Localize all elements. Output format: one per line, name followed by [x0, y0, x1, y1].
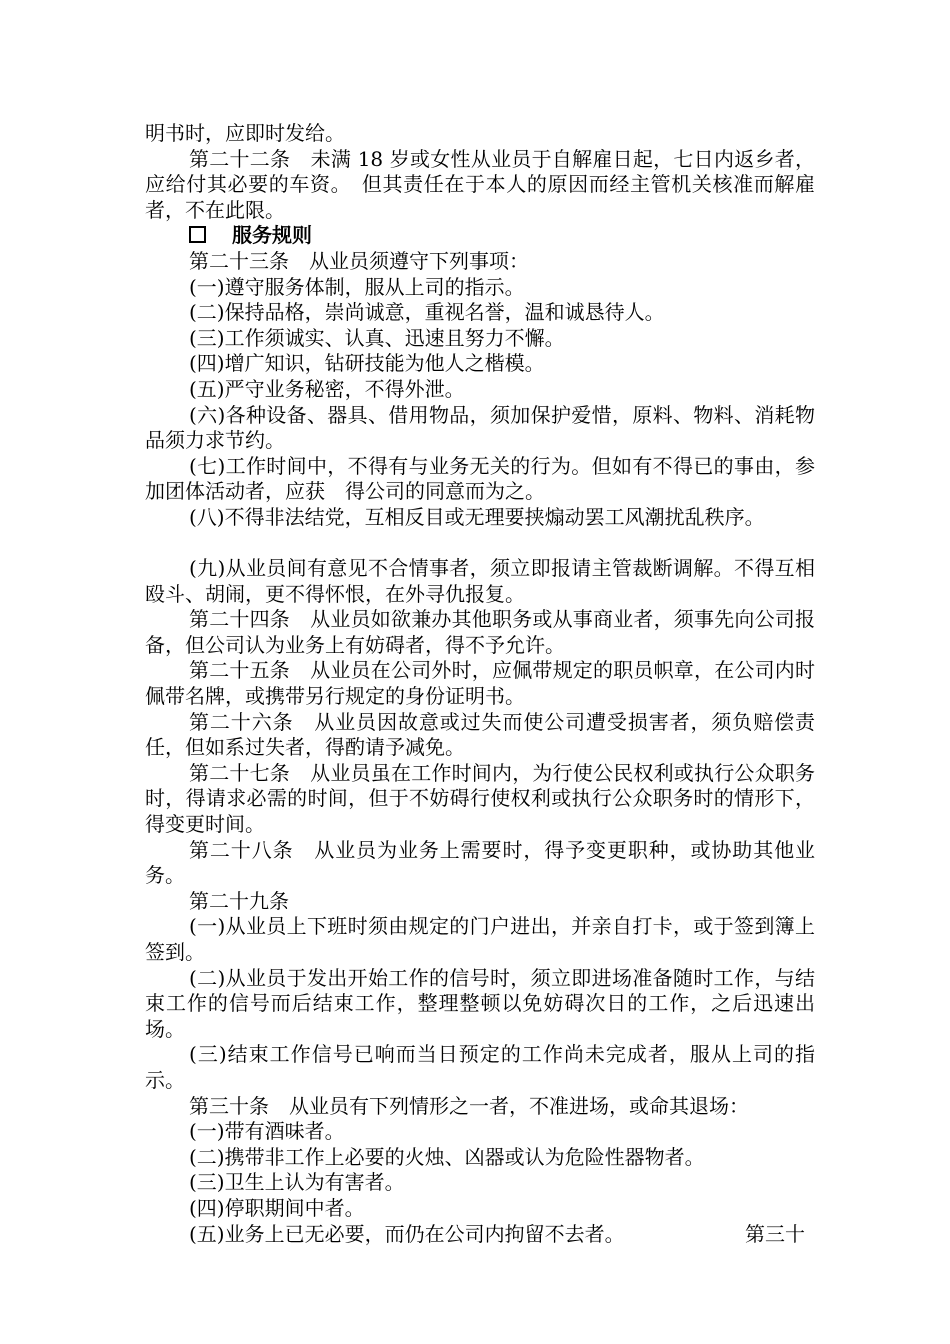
list-item: (三)结束工作信号已响而当日预定的工作尚未完成者，服从上司的指示。	[145, 1042, 815, 1092]
article-30: 第三十条 从业员有下列情形之一者，不准进场，或命其退场：	[189, 1093, 749, 1118]
list-item: (一)从业员上下班时须由规定的门户进出，并亲自打卡，或于签到簿上签到。	[145, 914, 815, 964]
list-item: (三)卫生上认为有害者。	[189, 1170, 405, 1195]
list-item: (九)从业员间有意见不合情事者，须立即报请主管裁断调解。不得互相殴斗、胡闹，更不得怀恨，在外寻仇报复。	[145, 556, 815, 606]
article-25: 第二十五条 从业员在公司外时，应佩带规定的职员帜章，在公司内时佩带名牌，或携带另行规定的身份证明书。	[145, 658, 815, 709]
article-27: 第二十七条 从业员虽在工作时间内，为行使公民权利或执行公众职务时，得请求必需的时间，但于不妨碍行使权利或执行公众职务时的情形下，得变更时间。	[145, 760, 815, 837]
section-heading	[145, 223, 815, 249]
paragraph: 明书时，应即时发给。	[145, 121, 345, 145]
list-item: (一)遵守服务体制，服从上司的指示。	[189, 274, 525, 299]
article-23: 第二十三条 从业员须遵守下列事项：	[189, 248, 529, 273]
list-item: (二)从业员于发出开始工作的信号时，须立即进场准备随时工作，与结束工作的信号而后结束工作，整理整顿以免妨碍次日的工作，之后迅速出场。	[145, 965, 815, 1041]
blank-line	[145, 531, 815, 557]
list-item: (六)各种设备、器具、借用物品，须加保护爱惜，原料、物料、消耗物品须力求节约。	[145, 402, 815, 453]
list-item-text: (五)业务上已无必要，而仍在公司内拘留不去者。	[189, 1221, 625, 1246]
list-item: (五)严守业务秘密，不得外泄。	[189, 376, 465, 401]
article-26: 第二十六条 从业员因故意或过失而使公司遭受损害者，须负赔偿责任，但如系过失者，得酌请予减免。	[145, 709, 815, 760]
checkbox-square-icon	[189, 226, 206, 243]
list-item: (一)带有酒味者。	[189, 1119, 345, 1144]
list-item: (四)停职期间中者。	[189, 1195, 365, 1220]
list-item: (三)工作须诚实、认真、迅速且努力不懈。	[189, 325, 565, 350]
document-body	[145, 121, 815, 1247]
section-heading-text: 服务规则	[232, 223, 312, 248]
list-item: (二)保持品格，崇尚诚意，重视名誉，温和诚恳待人。	[189, 300, 665, 325]
article-24: 第二十四条 从业员如欲兼办其他职务或从事商业者，须事先向公司报备，但公司认为业务上有妨碍者，得不予允许。	[145, 607, 815, 657]
article-28: 第二十八条 从业员为业务上需要时，得予变更职种，或协助其他业务。	[145, 837, 815, 888]
list-item: (八)不得非法结党，互相反目或无理要挟煽动罢工风潮扰乱秩序。	[189, 504, 765, 529]
article-22: 第二十二条 未满 18 岁或女性从业员于自解雇日起，七日内返乡者，应给付其必要的车资。 但其责任在于本人的原因而经主管机关核准而解雇者，不在此限。	[145, 146, 815, 222]
list-item: (四)增广知识，钻研技能为他人之楷模。	[189, 351, 545, 376]
article-29: 第二十九条	[189, 888, 289, 913]
trailing-text: 第三十	[745, 1221, 805, 1246]
list-item: (二)携带非工作上必要的火烛、凶器或认为危险性器物者。	[189, 1144, 705, 1169]
list-item-last	[145, 1222, 815, 1248]
list-item: (七)工作时间中，不得有与业务无关的行为。但如有不得已的事由，参加团体活动者，应获 得公司的同意而为之。	[145, 453, 815, 504]
